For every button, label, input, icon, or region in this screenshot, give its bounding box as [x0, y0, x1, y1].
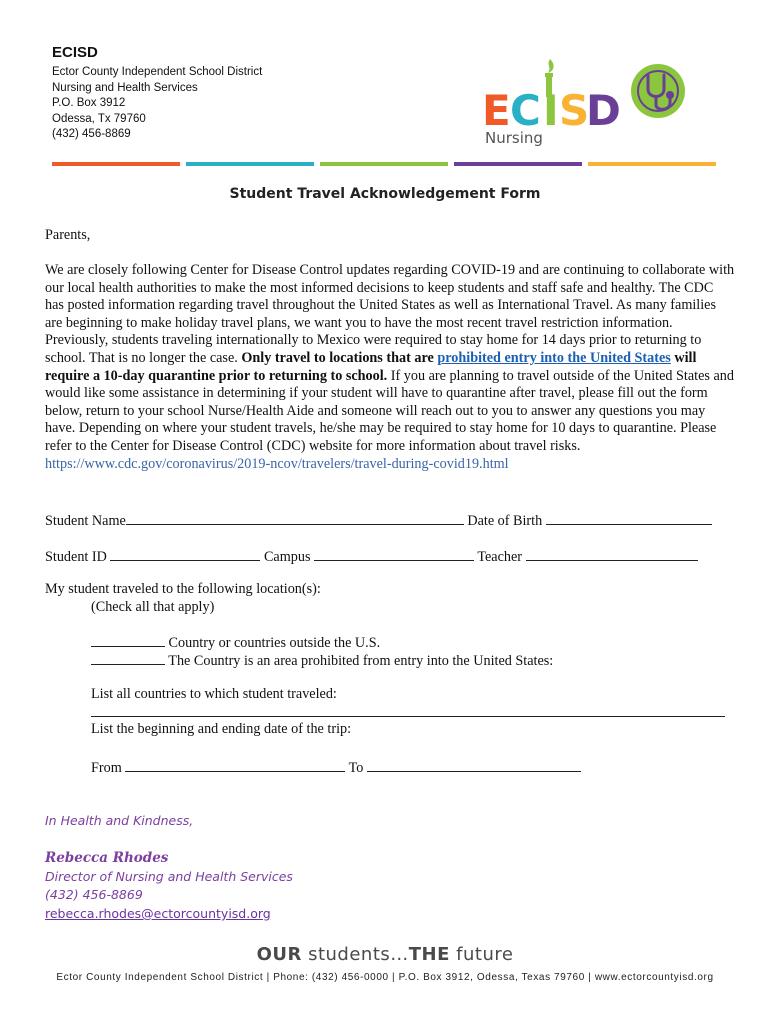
stethoscope-icon — [631, 64, 685, 118]
teacher-field[interactable] — [526, 547, 698, 561]
student-id-field[interactable] — [110, 547, 260, 561]
svg-text:I: I — [543, 86, 559, 135]
check-all-note: (Check all that apply) — [91, 599, 215, 615]
divider-orange — [52, 162, 180, 166]
from-date-field[interactable] — [125, 758, 345, 772]
address-line: Ector County Independent School District — [52, 66, 263, 78]
student-name-field[interactable] — [126, 511, 464, 525]
teacher-label: Teacher — [477, 549, 523, 565]
to-date-field[interactable] — [367, 758, 581, 772]
option-row — [91, 633, 380, 652]
signer-role: Director of Nursing and Health Services — [45, 869, 293, 884]
tagline-students: students… — [308, 944, 409, 965]
salutation: Parents, — [45, 227, 91, 243]
bold-text: will require a 10-day quarantine prior to returning to school. — [45, 349, 697, 384]
tagline-the: THE — [408, 944, 450, 965]
option-2-label: The Country is an area prohibited from entry into the United States: — [168, 653, 554, 669]
to-label: To — [348, 760, 364, 776]
form-title: Student Travel Acknowledgement Form — [229, 186, 541, 202]
svg-text:D: D — [586, 86, 621, 135]
campus-label: Campus — [263, 549, 311, 565]
campus-field[interactable] — [314, 547, 474, 561]
student-id-label: Student ID — [45, 549, 107, 565]
tagline-future: future — [456, 944, 514, 965]
student-name-row — [45, 511, 712, 530]
tagline — [0, 944, 770, 965]
org-address — [52, 65, 262, 143]
trip-dates-label: List the beginning and ending date of the trip: — [91, 721, 352, 737]
divider-green — [320, 162, 448, 166]
org-abbr: ECISD — [52, 44, 98, 61]
svg-text:E: E — [482, 86, 511, 135]
list-countries-label: List all countries to which student traveled: — [91, 686, 337, 702]
option-row — [91, 651, 553, 670]
divider-yellow — [588, 162, 716, 166]
paragraph-text: If you are planning to travel outside of the United States and would like some assistance in determining if your student will have to quarantine after travel, please fill out the form below, return to your school Nurse/Health Aide and someone will reach out to you to answer any questions you may have. Depending on where your student travels, he/she may be required to stay home for 10 days to quarantine. Please refer to the Center for Disease Control (CDC) website for more information about travel risks. — [45, 367, 734, 454]
signer-name: Rebecca Rhodes — [45, 850, 169, 866]
signer-email-link[interactable]: rebecca.rhodes@ectorcountyisd.org — [45, 906, 271, 921]
tagline-our: OUR — [256, 944, 302, 965]
footer-line: Ector County Independent School District | Phone: (432) 456-0000 | P.O. Box 3912, Odessa, Texas 79760 | www.ectorcountyisd.org — [56, 972, 714, 983]
countries-field[interactable] — [91, 716, 725, 717]
svg-text:S: S — [559, 86, 590, 135]
divider-teal — [186, 162, 314, 166]
main-paragraph — [45, 262, 735, 473]
address-line: Nursing and Health Services — [52, 81, 198, 94]
divider-purple — [454, 162, 582, 166]
dob-field[interactable] — [546, 511, 712, 525]
prohibited-entry-link[interactable]: prohibited entry into the United States — [437, 349, 671, 366]
option-1-checkbox[interactable] — [91, 633, 165, 647]
option-2-checkbox[interactable] — [91, 651, 165, 665]
student-id-row — [45, 547, 698, 566]
student-name-label: Student Name — [45, 513, 126, 529]
paragraph-text: We are closely following Center for Disease Control updates regarding COVID-19 and are continuing to collaborate with our local health authorities to make the most informed decisions to keep students and staff safe and healthy. The CDC has posted information regarding travel throughout the United States as well as International Travel. As many families are beginning to make holiday travel plans, we want you to have the most recent travel restriction information. Previously, students traveling internationally to Mexico were required to stay home for 14 days prior to returning to school. That is no longer the case. — [45, 262, 735, 366]
address-line: (432) 456-8869 — [52, 128, 131, 140]
ecisd-nursing-logo — [480, 55, 690, 150]
address-line: Odessa, Tx 79760 — [52, 112, 146, 125]
cdc-link[interactable]: https://www.cdc.gov/coronavirus/2019-ncov/travelers/travel-during-covid19.html — [45, 455, 509, 472]
closing: In Health and Kindness, — [45, 813, 194, 828]
locations-label: My student traveled to the following location(s): — [45, 581, 321, 597]
address-line: P.O. Box 3912 — [52, 97, 126, 109]
bold-text: Only travel to locations that are — [241, 349, 434, 366]
dob-label: Date of Birth — [467, 513, 543, 529]
trip-dates-row — [91, 758, 581, 777]
from-label: From — [91, 760, 122, 776]
svg-text:Nursing: Nursing — [485, 129, 543, 147]
option-1-label: Country or countries outside the U.S. — [168, 635, 381, 651]
svg-text:C: C — [510, 86, 541, 135]
signer-phone: (432) 456-8869 — [45, 887, 143, 902]
